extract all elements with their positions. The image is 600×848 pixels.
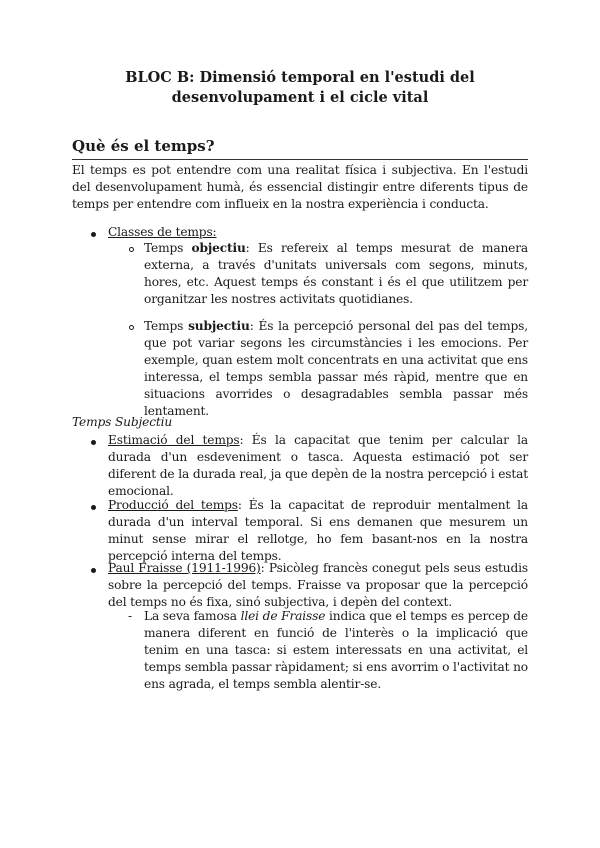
heading-divider <box>72 159 528 160</box>
circle-bullet <box>129 325 134 330</box>
subjectiu-heading: Temps Subjectiu <box>72 415 173 429</box>
title-line-1: BLOC B: Dimensió temporal en l'estudi del <box>125 69 475 86</box>
classes-label: Classes de temps: <box>108 225 217 239</box>
bullet-dot <box>91 568 96 573</box>
produccio-term: Producció del temps <box>108 498 238 512</box>
objectiu-term: objectiu <box>191 241 246 255</box>
estimacio-term: Estimació del temps <box>108 433 240 447</box>
bullet-dot <box>91 505 96 510</box>
subjectiu-item: Temps subjectiu: És la percepció personal del pas del temps, que pot variar segons les circumstàncies i les emocions. Per exemple, quan estem molt concentrats en una activitat que ens interessa, el temps sembla passar més ràpid, mentre que en situacions avorrides o desagradables sembla passar més lentament. <box>144 319 529 418</box>
fraisse-item: Paul Fraisse (1911-1996): Psicòleg francès conegut pels seus estudis sobre la percepció del temps. Fraisse va proposar que la percepció del temps no és fixa, sinó subjectiva, i depèn del context. <box>108 561 528 609</box>
subjectiu-term: subjectiu <box>188 319 250 333</box>
bullet-dot <box>91 232 96 237</box>
fraisse-term: Paul Fraisse (1911-1996) <box>108 561 261 575</box>
produccio-item: Producció del temps: És la capacitat de reproduir mentalment la durada d'un interval temporal. Si ens demanen que mesurem un minut sense mirar el rellotge, ho fem basant-nos en la nostra percepció interna del temps. <box>108 498 529 563</box>
bullet-dot <box>91 440 96 445</box>
section-heading: Què és el temps? <box>72 137 215 155</box>
dash-bullet: - <box>128 609 132 623</box>
title-line-2: desenvolupament i el cicle vital <box>171 89 429 106</box>
document-title <box>0 68 600 108</box>
fraisse-law-term: llei de Fraisse <box>240 609 326 623</box>
estimacio-item: Estimació del temps: És la capacitat que tenim per calcular la durada d'un esdeveniment o tasca. Aquesta estimació pot ser diferent de la durada real, ja que depèn de la nostra percepció i estat emocional. <box>108 433 528 498</box>
fraisse-law-item: La seva famosa llei de Fraisse indica que el temps es percep de manera diferent en funció de l'interès o la implicació que tenim en una tasca: si estem interessats en una activitat, el temps sembla passar ràpidament; si ens avorrim o l'activitat no ens agrada, el temps sembla alentir-se. <box>144 609 528 691</box>
objectiu-item: Temps objectiu: Es refereix al temps mesurat de manera externa, a través d'unitats universals com segons, minuts, hores, etc. Aquest temps és constant i és el que utilitzem per organitzar les nostres activitats quotidianes. <box>144 241 528 306</box>
intro-paragraph: El temps es pot entendre com una realitat física i subjectiva. En l'estudi del desenvolupament humà, és essencial distingir entre diferents tipus de temps per entendre com influeix en la nostra experiència i conducta. <box>72 163 528 211</box>
circle-bullet <box>129 247 134 252</box>
